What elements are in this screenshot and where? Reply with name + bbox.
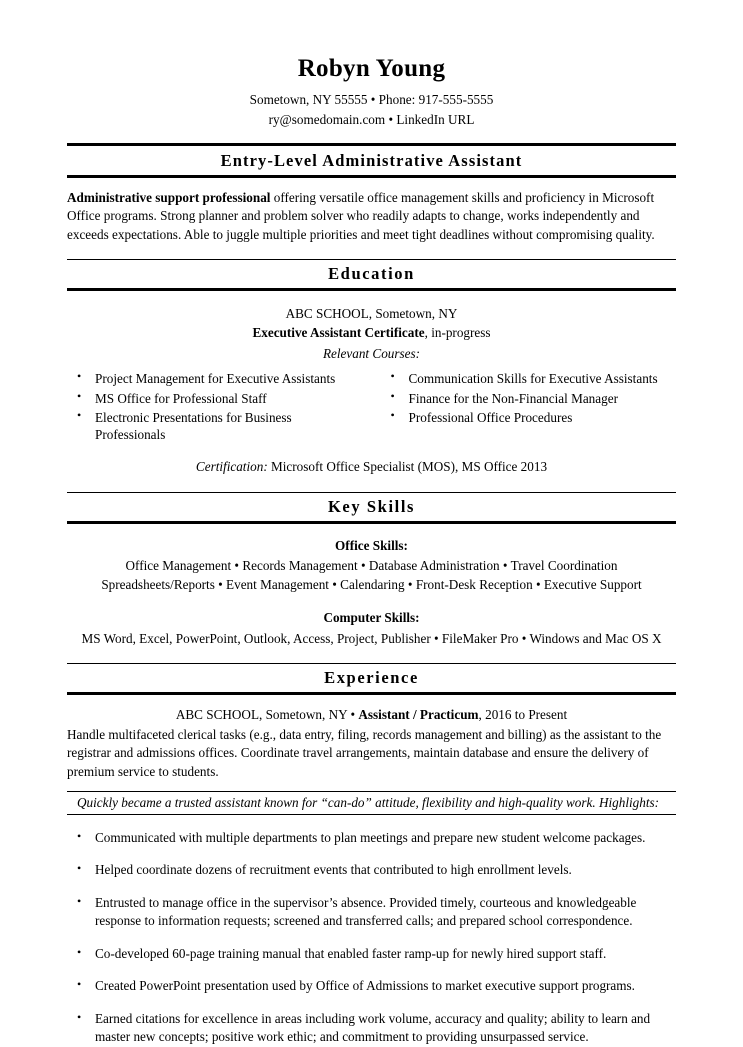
experience-headline bbox=[67, 707, 676, 723]
resume-header bbox=[67, 54, 676, 130]
list-item: • Created PowerPoint presentation used by Office of Admissions to market executive support programs. bbox=[67, 977, 676, 995]
skills-line: Spreadsheets/Reports • Event Management • Calendaring • Front-Desk Reception • Executive Support bbox=[101, 577, 642, 593]
experience-dates: , 2016 to Present bbox=[478, 706, 568, 722]
summary-lead-in: Administrative support professional bbox=[67, 189, 271, 205]
skills-group-label: Computer Skills: bbox=[323, 610, 420, 626]
relevant-courses-column-left bbox=[67, 370, 363, 446]
list-item: • Co-developed 60-page training manual that enabled faster ramp-up for newly hired support staff. bbox=[67, 945, 676, 963]
education-degree-name: Executive Assistant Certificate bbox=[252, 324, 425, 340]
experience-description: Handle multifaceted clerical tasks (e.g., data entry, filing, records management and billing) as the assistant to the registrar and admissions offices. Coordinate travel arrangements, maintain database and ensure the delivery of premium service to students. bbox=[67, 726, 662, 780]
skills-line: Office Management • Records Management • Database Administration • Travel Coordination bbox=[125, 558, 618, 574]
section-key-skills bbox=[67, 492, 676, 524]
list-item: • Helped coordinate dozens of recruitment events that contributed to high enrollment levels. bbox=[67, 861, 676, 879]
list-item: • Electronic Presentations for Business Professionals bbox=[67, 409, 363, 444]
skills-line: MS Word, Excel, PowerPoint, Outlook, Access, Project, Publisher • FileMaker Pro • Windows and Mac OS X bbox=[81, 630, 662, 646]
key-skills-content bbox=[67, 524, 676, 658]
list-item: • Earned citations for excellence in areas including work volume, accuracy and quality; ability to learn and master new concepts; positive work ethic; and commitment to providing unsurpassed service. bbox=[67, 1010, 676, 1047]
experience-content bbox=[67, 695, 676, 1047]
certification-value: Microsoft Office Specialist (MOS), MS Office 2013 bbox=[267, 458, 548, 474]
job-title-banner bbox=[67, 143, 676, 178]
candidate-name: Robyn Young bbox=[297, 55, 446, 82]
experience-bullet-list bbox=[67, 815, 676, 1047]
course-list-right bbox=[381, 370, 677, 426]
professional-summary bbox=[67, 178, 676, 254]
contact-line-address-phone: Sometown, NY 55555 • Phone: 917-555-5555 bbox=[249, 92, 494, 107]
education-content bbox=[67, 291, 676, 487]
relevant-courses-label: Relevant Courses: bbox=[322, 346, 421, 362]
list-item: • Professional Office Procedures bbox=[381, 409, 677, 426]
section-education bbox=[67, 259, 676, 291]
experience-highlight-banner bbox=[67, 791, 676, 815]
relevant-courses-column-right bbox=[363, 370, 677, 446]
section-title-education: Education bbox=[328, 263, 415, 283]
education-degree-status: , in-progress bbox=[424, 324, 491, 340]
experience-employer: ABC SCHOOL, Sometown, NY • bbox=[175, 706, 359, 722]
education-school: ABC SCHOOL, Sometown, NY bbox=[285, 305, 458, 321]
relevant-courses-grid bbox=[67, 370, 676, 446]
section-title-key-skills: Key Skills bbox=[327, 497, 416, 517]
experience-highlight-text: Quickly became a trusted assistant known for “can-do” attitude, flexibility and high-quality work. Highlights: bbox=[77, 794, 660, 810]
list-item: • MS Office for Professional Staff bbox=[67, 390, 363, 407]
section-title-experience: Experience bbox=[324, 667, 419, 687]
job-title: Entry-Level Administrative Assistant bbox=[220, 150, 523, 170]
section-experience bbox=[67, 663, 676, 695]
education-degree bbox=[67, 323, 676, 342]
list-item: • Project Management for Executive Assistants bbox=[67, 370, 363, 387]
course-list-left bbox=[67, 370, 363, 444]
list-item: • Communication Skills for Executive Assistants bbox=[381, 370, 677, 387]
list-item: • Entrusted to manage office in the supervisor’s absence. Provided timely, courteous and knowledgeable response to information requests; screened and transferred calls; and prepared school correspondence. bbox=[67, 894, 676, 931]
certification-label: Certification: bbox=[195, 458, 268, 474]
contact-line-email-linkedin: ry@somedomain.com • LinkedIn URL bbox=[268, 111, 475, 127]
experience-role: Assistant / Practicum bbox=[358, 706, 479, 722]
skills-group-computer bbox=[67, 608, 676, 647]
list-item: • Finance for the Non-Financial Manager bbox=[381, 390, 677, 407]
skills-group-label: Office Skills: bbox=[335, 538, 408, 554]
list-item: • Communicated with multiple departments to plan meetings and prepare new student welcome packages. bbox=[67, 829, 676, 847]
skills-group-office bbox=[67, 536, 676, 594]
certification-line bbox=[67, 457, 676, 487]
summary-body: offering versatile office management skills and proficiency in Microsoft Office programs. Strong planner and problem solver who readily adapts to change, works independently and exceeds expectations. Able to juggle multiple priorities and meet tight deadlines without compromising quality. bbox=[67, 189, 655, 243]
